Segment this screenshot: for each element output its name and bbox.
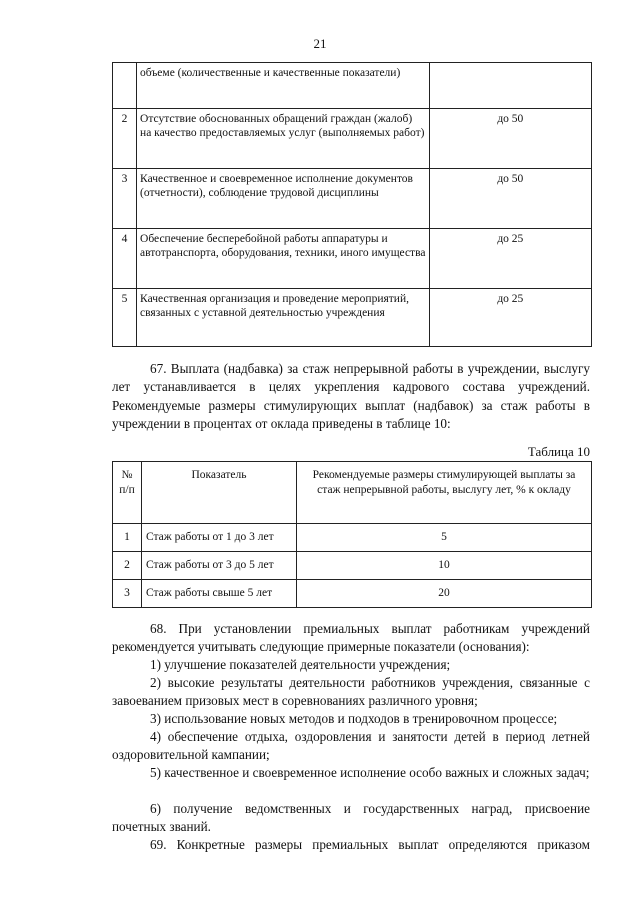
row-number: 2 [113, 552, 142, 580]
table-row [113, 580, 592, 608]
row-value: 5 [297, 524, 592, 552]
list-item: 1) улучшение показателей деятельности учреждения; [150, 657, 451, 672]
row-number: 5 [113, 289, 137, 347]
row-value: до 25 [429, 229, 591, 289]
list-item: 6) получение ведомственных и государственных наград, присвоение почетных званий. [112, 801, 590, 835]
table-row [113, 63, 592, 109]
list-item: 5) качественное и своевременное исполнение особо важных и сложных задач; [150, 765, 590, 780]
table-row [113, 524, 592, 552]
table-row [113, 289, 592, 347]
page-number: 21 [313, 36, 327, 51]
table-caption: Таблица 10 [527, 444, 590, 459]
row-value: до 50 [429, 109, 591, 169]
criteria-table [112, 62, 592, 347]
row-number: 4 [113, 229, 137, 289]
row-criterion: Качественная организация и проведение мероприятий, связанных с уставной деятельностью учреждения [137, 289, 430, 347]
header-value: Рекомендуемые размеры стимулирующей выплаты за стаж непрерывной работы, выслугу лет, % к окладу [297, 462, 592, 524]
row-value: до 25 [429, 289, 591, 347]
table-row [113, 169, 592, 229]
table-header-row [113, 462, 592, 524]
row-value [429, 63, 591, 109]
row-number: 2 [113, 109, 137, 169]
row-number [113, 63, 137, 109]
row-criterion: Отсутствие обоснованных обращений граждан (жалоб) на качество предоставляемых услуг (выполняемых работ) [137, 109, 430, 169]
row-criterion: Качественное и своевременное исполнение документов (отчетности), соблюдение трудовой дисциплины [137, 169, 430, 229]
table-row [113, 552, 592, 580]
row-number: 1 [113, 524, 142, 552]
row-indicator: Стаж работы от 1 до 3 лет [142, 524, 297, 552]
list-item: 2) высокие результаты деятельности работников учреждения, связанные с завоеванием призовых мест в соревнованиях различного уровня; [112, 675, 590, 709]
row-indicator: Стаж работы свыше 5 лет [142, 580, 297, 608]
row-number: 3 [113, 580, 142, 608]
row-indicator: Стаж работы от 3 до 5 лет [142, 552, 297, 580]
table-row [113, 109, 592, 169]
paragraph-69: 69. Конкретные размеры премиальных выплат определяются приказом [150, 837, 590, 852]
header-number: № п/п [113, 462, 142, 524]
row-value: 20 [297, 580, 592, 608]
seniority-table [112, 461, 592, 608]
table-row [113, 229, 592, 289]
row-number: 3 [113, 169, 137, 229]
row-value: 10 [297, 552, 592, 580]
row-criterion: Обеспечение бесперебойной работы аппаратуры и автотранспорта, оборудования, техники, иного имущества [137, 229, 430, 289]
row-criterion: объеме (количественные и качественные показатели) [137, 63, 430, 109]
list-item: 3) использование новых методов и подходов в тренировочном процессе; [150, 711, 558, 726]
paragraph-67: 67. Выплата (надбавка) за стаж непрерывной работы в учреждении, выслугу лет устанавливается в целях укрепления кадрового состава учреждений. Рекомендуемые размеры стимулирующих выплат (надбавок) за стаж работы в учреждении в процентах от оклада приведены в таблице 10: [112, 361, 590, 431]
list-item: 4) обеспечение отдыха, оздоровления и занятости детей в период летней оздоровительной кампании; [112, 729, 590, 763]
header-indicator: Показатель [142, 462, 297, 524]
paragraph-68: 68. При установлении премиальных выплат работникам учреждений рекомендуется учитывать следующие примерные показатели (основания): [112, 621, 590, 655]
row-value: до 50 [429, 169, 591, 229]
